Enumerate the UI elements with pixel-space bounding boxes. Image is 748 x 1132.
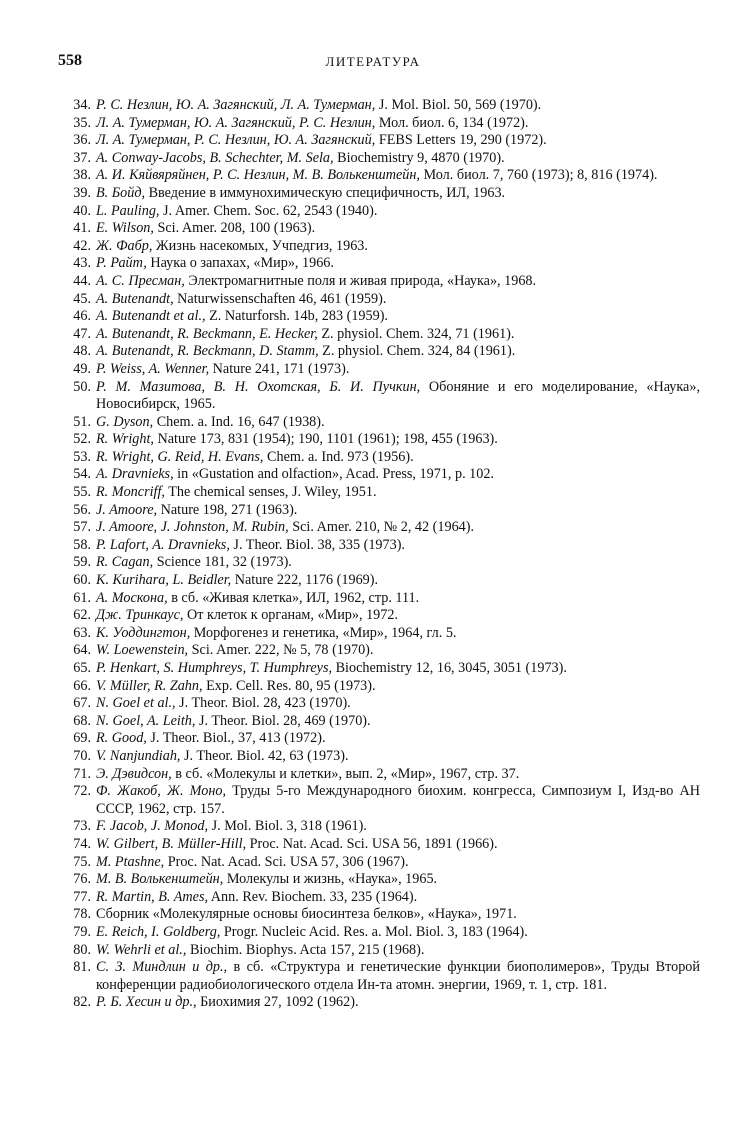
page-number: 558 [58, 52, 82, 69]
reference-authors: N. Goel et al., [96, 695, 176, 712]
reference-number: 81. [73, 959, 91, 976]
reference-text [96, 537, 700, 555]
reference-authors: A. Butenandt et al., [96, 308, 206, 325]
reference-item [58, 959, 700, 994]
reference-source: J. Theor. Biol. 38, 335 (1973). [229, 536, 405, 553]
reference-authors: A. Butenandt, [96, 290, 174, 307]
reference-number: 77. [73, 888, 91, 905]
reference-authors: A. Butenandt, R. Beckmann, D. Stamm, [96, 343, 319, 360]
reference-number: 41. [73, 220, 91, 237]
reference-number: 64. [73, 642, 91, 659]
reference-number: 78. [73, 906, 91, 923]
reference-item [58, 255, 700, 273]
reference-source: Обоняние и его моделирование, «Наука», Новосибирск, 1965. [96, 378, 700, 413]
reference-number: 58. [73, 536, 91, 553]
reference-item [58, 449, 700, 467]
reference-item [58, 730, 700, 748]
reference-number: 42. [73, 237, 91, 254]
reference-text [96, 238, 700, 256]
reference-text [96, 730, 700, 748]
reference-text [96, 255, 700, 273]
reference-authors: N. Goel, A. Leith, [96, 712, 196, 729]
reference-number: 36. [73, 132, 91, 149]
reference-text [96, 818, 700, 836]
reference-text [96, 414, 700, 432]
reference-source: Sci. Amer. 222, № 5, 78 (1970). [188, 642, 374, 659]
reference-number: 37. [73, 149, 91, 166]
reference-item [58, 519, 700, 537]
reference-authors: R. Wright, [96, 431, 154, 448]
reference-text [96, 343, 700, 361]
reference-number: 74. [73, 835, 91, 852]
reference-source: Z. physiol. Chem. 324, 71 (1961). [317, 325, 515, 342]
reference-text [96, 572, 700, 590]
reference-source: FEBS Letters 19, 290 (1972). [375, 132, 547, 149]
reference-number: 75. [73, 853, 91, 870]
reference-text [96, 431, 700, 449]
reference-number: 68. [73, 712, 91, 729]
reference-item [58, 695, 700, 713]
reference-authors: V. Müller, R. Zahn, [96, 677, 203, 694]
reference-text [96, 625, 700, 643]
reference-text [96, 854, 700, 872]
reference-source: Z. Naturforsh. 14b, 283 (1959). [205, 308, 388, 325]
reference-text [96, 132, 700, 150]
reference-item [58, 871, 700, 889]
reference-item [58, 502, 700, 520]
reference-authors: Р. С. Незлин, Ю. А. Загянский, Л. А. Тумерман, [96, 97, 376, 113]
reference-item [58, 97, 700, 115]
reference-authors: A. Conway-Jacobs, B. Schechter, M. Sela, [96, 149, 334, 166]
reference-number: 79. [73, 923, 91, 940]
reference-item [58, 291, 700, 309]
reference-item [58, 906, 700, 924]
reference-number: 48. [73, 343, 91, 360]
reference-item [58, 414, 700, 432]
reference-item [58, 889, 700, 907]
reference-text [96, 449, 700, 467]
reference-number: 53. [73, 448, 91, 465]
reference-number: 46. [73, 308, 91, 325]
reference-authors: Р. Райт, [96, 255, 147, 272]
reference-source: Proc. Nat. Acad. Sci. USA 56, 1891 (1966). [246, 835, 498, 852]
reference-text [96, 713, 700, 731]
reference-item [58, 115, 700, 133]
reference-source: J. Mol. Biol. 3, 318 (1961). [208, 818, 367, 835]
reference-source: Nature 222, 1176 (1969). [231, 572, 379, 589]
reference-authors: F. Jacob, J. Monod, [96, 818, 209, 835]
reference-source: J. Theor. Biol. 42, 63 (1973). [180, 747, 349, 764]
reference-text [96, 871, 700, 889]
reference-authors: А. Москона, [96, 589, 168, 606]
reference-authors: W. Wehrli et al., [96, 941, 187, 958]
reference-number: 50. [73, 378, 91, 395]
reference-text [96, 167, 700, 185]
reference-item [58, 308, 700, 326]
reference-source: Введение в иммунохимическую специфичность, ИЛ, 1963. [145, 184, 506, 201]
reference-authors: А. С. Пресман, [96, 272, 185, 289]
reference-source: Электромагнитные поля и живая природа, «Наука», 1968. [184, 272, 537, 289]
reference-text [96, 519, 700, 537]
reference-text [96, 220, 700, 238]
reference-authors: Р. М. Мазитова, В. Н. Охотская, Б. И. Пучкин, [96, 378, 421, 395]
reference-text [96, 97, 700, 115]
reference-text [96, 379, 700, 414]
reference-source: От клеток к органам, «Мир», 1972. [183, 607, 398, 624]
reference-item [58, 466, 700, 484]
reference-text [96, 783, 700, 818]
reference-authors: А. И. Кяйвяряйнен, Р. С. Незлин, М. В. Волькенштейн, [96, 167, 420, 184]
reference-number: 73. [73, 818, 91, 835]
reference-source: Жизнь насекомых, Учпедгиз, 1963. [152, 237, 368, 254]
reference-item [58, 678, 700, 696]
reference-source: Exp. Cell. Res. 80, 95 (1973). [202, 677, 376, 694]
reference-item [58, 818, 700, 836]
reference-item [58, 766, 700, 784]
reference-source: Chem. a. Ind. 973 (1956). [263, 448, 414, 465]
reference-source: The chemical senses, J. Wiley, 1951. [164, 484, 377, 501]
reference-number: 71. [73, 765, 91, 782]
reference-number: 38. [73, 167, 91, 184]
reference-source: Сборник «Молекулярные основы биосинтеза белков», «Наука», 1971. [96, 906, 517, 923]
reference-text [96, 150, 700, 168]
reference-source: Science 181, 32 (1973). [153, 554, 292, 571]
reference-item [58, 220, 700, 238]
reference-number: 56. [73, 501, 91, 518]
page-header [58, 52, 688, 74]
reference-item [58, 203, 700, 221]
reference-authors: G. Dyson, [96, 413, 154, 430]
reference-text [96, 185, 700, 203]
reference-text [96, 678, 700, 696]
reference-number: 43. [73, 255, 91, 272]
reference-number: 51. [73, 413, 91, 430]
reference-source: J. Amer. Chem. Soc. 62, 2543 (1940). [159, 202, 378, 219]
reference-number: 72. [73, 783, 91, 800]
reference-source: Biochemistry 9, 4870 (1970). [333, 149, 505, 166]
reference-authors: Ж. Фабр, [96, 237, 153, 254]
reference-source: Nature 173, 831 (1954); 190, 1101 (1961); 198, 455 (1963). [153, 431, 498, 448]
reference-source: J. Theor. Biol., 37, 413 (1972). [146, 730, 326, 747]
reference-source: J. Theor. Biol. 28, 423 (1970). [175, 695, 351, 712]
reference-number: 34. [73, 97, 91, 113]
reference-item [58, 273, 700, 291]
reference-text [96, 836, 700, 854]
reference-authors: A. Butenandt, R. Beckmann, E. Hecker, [96, 325, 318, 342]
reference-text [96, 291, 700, 309]
reference-authors: J. Amoore, [96, 501, 158, 518]
reference-item [58, 660, 700, 678]
running-title: ЛИТЕРАТУРА [325, 54, 421, 69]
reference-authors: R. Wright, G. Reid, H. Evans, [96, 448, 264, 465]
reference-source: Молекулы и жизнь, «Наука», 1965. [223, 871, 438, 888]
reference-text [96, 695, 700, 713]
reference-number: 69. [73, 730, 91, 747]
reference-authors: W. Gilbert, B. Müller-Hill, [96, 835, 247, 852]
reference-text [96, 115, 700, 133]
reference-authors: Ф. Жакоб, Ж. Моно, [96, 783, 227, 800]
reference-number: 35. [73, 114, 91, 131]
reference-authors: P. Weiss, A. Wenner, [96, 360, 210, 377]
reference-item [58, 625, 700, 643]
reference-source: J. Mol. Biol. 50, 569 (1970). [375, 97, 542, 113]
reference-text [96, 660, 700, 678]
reference-item [58, 854, 700, 872]
reference-authors: Л. А. Тумерман, Р. С. Незлин, Ю. А. Загянский, [96, 132, 376, 149]
reference-item [58, 361, 700, 379]
reference-number: 39. [73, 184, 91, 201]
reference-item [58, 590, 700, 608]
reference-text [96, 484, 700, 502]
reference-item [58, 343, 700, 361]
reference-item [58, 924, 700, 942]
reference-item [58, 607, 700, 625]
reference-authors: E. Wilson, [96, 220, 154, 237]
reference-item [58, 537, 700, 555]
reference-authors: В. Бойд, [96, 184, 146, 201]
reference-authors: A. Dravnieks, [96, 466, 174, 483]
reference-number: 82. [73, 994, 91, 1011]
reference-text [96, 942, 700, 960]
reference-item [58, 326, 700, 344]
reference-authors: R. Good, [96, 730, 147, 747]
reference-source: Труды 5-го Международного биохим. конгресса, Симпозиум I, Изд-во АН СССР, 1962, стр. 157. [96, 783, 700, 817]
reference-source: Biochemistry 12, 16, 3045, 3051 (1973). [332, 660, 567, 676]
reference-authors: R. Martin, B. Ames, [96, 888, 209, 905]
reference-source: Мол. биол. 7, 760 (1973); 8, 816 (1974). [419, 167, 658, 184]
reference-authors: Дж. Тринкаус, [96, 607, 184, 624]
reference-number: 70. [73, 747, 91, 764]
reference-text [96, 607, 700, 625]
reference-authors: Л. А. Тумерман, Ю. А. Загянский, Р. С. Незлин, [96, 114, 376, 131]
reference-text [96, 502, 700, 520]
reference-text [96, 361, 700, 379]
reference-number: 45. [73, 290, 91, 307]
reference-item [58, 150, 700, 168]
reference-text [96, 924, 700, 942]
reference-item [58, 713, 700, 731]
reference-item [58, 431, 700, 449]
reference-text [96, 590, 700, 608]
reference-number: 59. [73, 554, 91, 571]
reference-source: в сб. «Молекулы и клетки», вып. 2, «Мир», 1967, стр. 37. [171, 765, 520, 782]
reference-item [58, 942, 700, 960]
reference-text [96, 466, 700, 484]
reference-text [96, 748, 700, 766]
reference-item [58, 238, 700, 256]
reference-authors: С. З. Миндлин и др., [96, 959, 228, 976]
reference-number: 47. [73, 325, 91, 342]
reference-item [58, 185, 700, 203]
reference-source: Chem. a. Ind. 16, 647 (1938). [153, 413, 325, 430]
reference-item [58, 783, 700, 818]
reference-item [58, 554, 700, 572]
reference-item [58, 836, 700, 854]
reference-text [96, 959, 700, 994]
reference-number: 52. [73, 431, 91, 448]
reference-text [96, 308, 700, 326]
reference-source: Биохимия 27, 1092 (1962). [196, 994, 359, 1011]
reference-number: 61. [73, 589, 91, 606]
reference-authors: M. Ptashne, [96, 853, 165, 870]
reference-authors: Э. Дэвидсон, [96, 765, 172, 782]
reference-text [96, 642, 700, 660]
reference-source: Z. physiol. Chem. 324, 84 (1961). [318, 343, 516, 360]
reference-authors: L. Pauling, [96, 202, 160, 219]
reference-authors: М. В. Волькенштейн, [96, 871, 224, 888]
reference-number: 80. [73, 941, 91, 958]
reference-number: 60. [73, 572, 91, 589]
reference-source: Мол. биол. 6, 134 (1972). [375, 114, 529, 131]
reference-number: 57. [73, 519, 91, 536]
reference-text [96, 203, 700, 221]
reference-list [58, 97, 700, 1012]
reference-authors: R. Cagan, [96, 554, 154, 571]
reference-text [96, 554, 700, 572]
reference-text [96, 994, 700, 1012]
reference-authors: К. Уоддингтон, [96, 624, 191, 641]
reference-number: 62. [73, 607, 91, 624]
reference-source: in «Gustation and olfaction», Acad. Press, 1971, p. 102. [173, 466, 494, 483]
reference-number: 63. [73, 624, 91, 641]
reference-item [58, 994, 700, 1012]
reference-number: 49. [73, 360, 91, 377]
reference-source: Морфогенез и генетика, «Мир», 1964, гл. 5. [190, 624, 457, 641]
reference-source: Sci. Amer. 208, 100 (1963). [153, 220, 316, 237]
reference-text [96, 326, 700, 344]
reference-item [58, 642, 700, 660]
reference-source: Nature 241, 171 (1973). [209, 360, 350, 377]
reference-text [96, 766, 700, 784]
reference-number: 76. [73, 871, 91, 888]
reference-number: 67. [73, 695, 91, 712]
reference-item [58, 132, 700, 150]
reference-text [96, 889, 700, 907]
reference-number: 54. [73, 466, 91, 483]
reference-source: Nature 198, 271 (1963). [157, 501, 298, 518]
reference-number: 44. [73, 272, 91, 289]
reference-authors: J. Amoore, J. Johnston, M. Rubin, [96, 519, 289, 536]
reference-item [58, 748, 700, 766]
reference-number: 55. [73, 484, 91, 501]
reference-item [58, 484, 700, 502]
reference-number: 40. [73, 202, 91, 219]
reference-source: в сб. «Структура и генетические функции биополимеров», Труды Второй конференции радиобиологического отдела Ин-та атомн. энергии, 1969, т. 1, стр. 181. [96, 959, 700, 993]
reference-authors: K. Kurihara, L. Beidler, [96, 572, 232, 589]
reference-text [96, 273, 700, 291]
reference-source: в сб. «Живая клетка», ИЛ, 1962, стр. 111. [167, 589, 420, 606]
reference-source: Наука о запахах, «Мир», 1966. [146, 255, 334, 272]
reference-authors: Р. Б. Хесин и др., [96, 994, 197, 1011]
reference-authors: V. Nanjundiah, [96, 747, 181, 764]
reference-item [58, 379, 700, 414]
reference-authors: P. Henkart, S. Humphreys, T. Humphreys, [96, 660, 333, 676]
reference-item [58, 167, 700, 185]
reference-source: Naturwissenschaften 46, 461 (1959). [173, 290, 387, 307]
reference-authors: E. Reich, I. Goldberg, [96, 923, 221, 940]
reference-text [96, 906, 700, 924]
reference-source: Sci. Amer. 210, № 2, 42 (1964). [288, 519, 475, 536]
reference-number: 66. [73, 677, 91, 694]
reference-authors: P. Lafort, A. Dravnieks, [96, 536, 230, 553]
reference-authors: R. Moncriff, [96, 484, 165, 501]
reference-item [58, 572, 700, 590]
reference-source: Ann. Rev. Biochem. 33, 235 (1964). [208, 888, 418, 905]
reference-source: Proc. Nat. Acad. Sci. USA 57, 306 (1967). [164, 853, 409, 870]
reference-source: J. Theor. Biol. 28, 469 (1970). [195, 712, 371, 729]
reference-authors: W. Loewenstein, [96, 642, 189, 659]
reference-number: 65. [73, 660, 91, 676]
reference-source: Biochim. Biophys. Acta 157, 215 (1968). [186, 941, 425, 958]
reference-source: Progr. Nucleic Acid. Res. a. Mol. Biol. 3, 183 (1964). [220, 923, 528, 940]
